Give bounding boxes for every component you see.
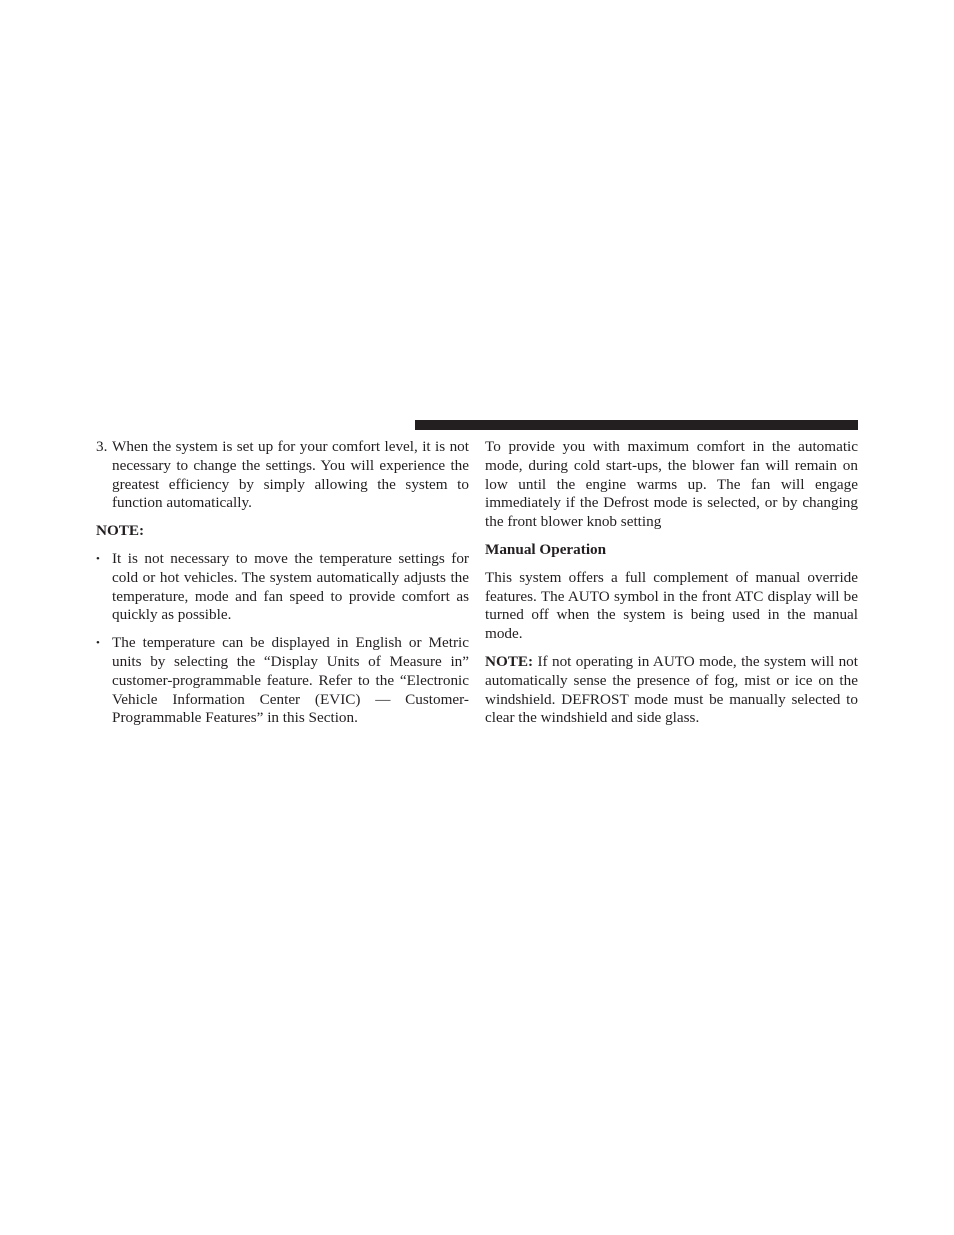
- bullet-marker: •: [96, 552, 100, 565]
- note-label: NOTE:: [485, 652, 534, 670]
- list-item: [96, 550, 469, 625]
- manual-operation-paragraph: This system offers a full complement of manual override features. The AUTO symbol in the front ATC display will be turned off when the system is being used in the manual mode.: [485, 568, 858, 643]
- bullet-text: The temperature can be displayed in English or Metric units by selecting the “Display Units of Measure in” customer-programmable feature. Refer to the “Electronic Vehicle Information Center (EVIC) — Customer-Programmable Features” in this Section.: [112, 634, 469, 727]
- section-header-bar: [415, 420, 858, 430]
- manual-operation-heading: Manual Operation: [485, 540, 607, 558]
- bullet-marker: •: [96, 637, 100, 650]
- left-column: [96, 438, 469, 737]
- right-column: [485, 438, 858, 737]
- note-text: If not operating in AUTO mode, the system will not automatically sense the presence of fog, mist or ice on the windshield. DEFROST mode must be manually selected to clear the windshield and side glass.: [485, 652, 858, 727]
- intro-paragraph: To provide you with maximum comfort in the automatic mode, during cold start-ups, the blower fan will remain on low until the engine warms up. The fan will engage immediately if the Defrost mode is selected, or by changing the front blower knob setting: [485, 438, 858, 531]
- bullet-text: It is not necessary to move the temperature settings for cold or hot vehicles. The system automatically adjusts the temperature, mode and fan speed to provide comfort as quickly as possible.: [112, 549, 469, 624]
- list-item: [96, 634, 469, 728]
- note-heading: NOTE:: [96, 522, 145, 540]
- note-bullet-list: [96, 550, 469, 728]
- step-number: 3.: [96, 438, 108, 455]
- note-paragraph: [485, 653, 858, 728]
- step-text: When the system is set up for your comfort level, it is not necessary to change the settings. You will experience the greatest efficiency by simply allowing the system to function automatically.: [112, 438, 469, 512]
- step-3: [96, 438, 469, 513]
- spacer: [96, 513, 469, 522]
